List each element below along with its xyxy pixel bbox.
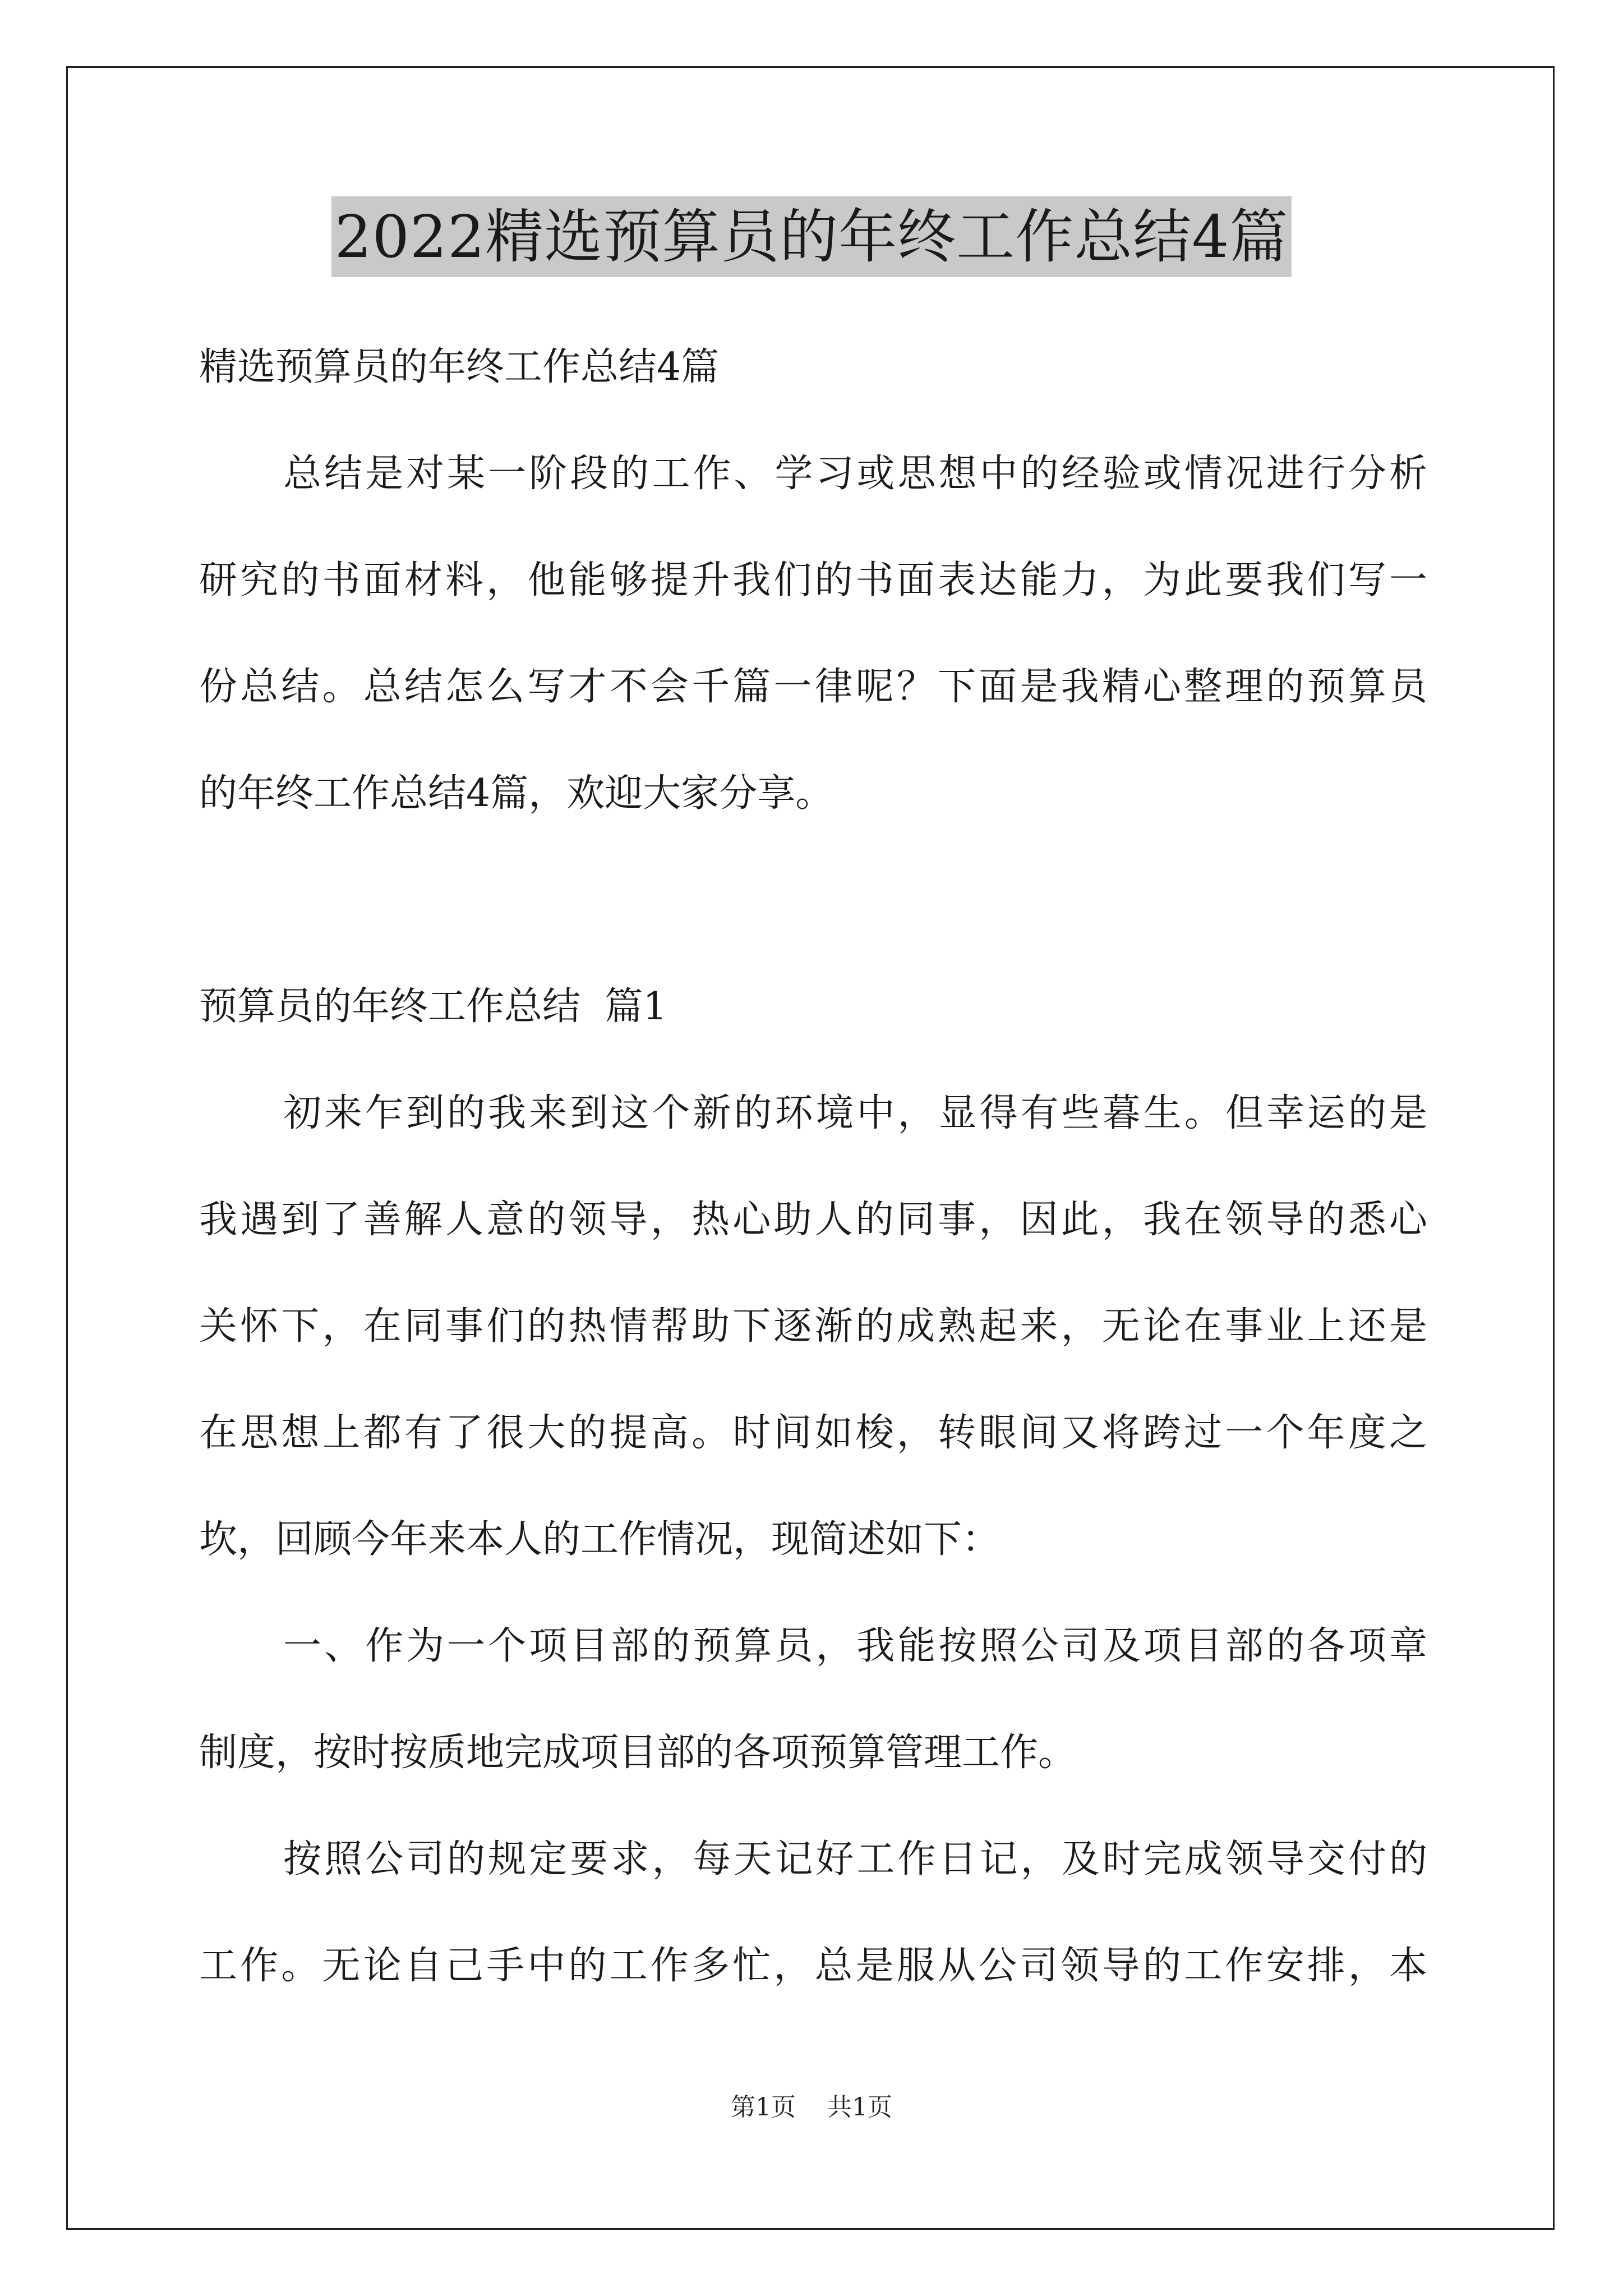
spacer bbox=[199, 847, 1427, 954]
intro-line: 份总结。总结怎么写才不会千篇一律呢？下面是我精心整理的预算员 bbox=[199, 665, 1427, 709]
paragraph-line: 一、作为一个项目部的预算员，我能按照公司及项目部的各项章 bbox=[283, 1624, 1427, 1668]
paragraph-line: 我遇到了善解人意的领导，热心助人的同事，因此，我在领导的悉心 bbox=[199, 1198, 1427, 1242]
paragraph-line: 按照公司的规定要求，每天记好工作日记，及时完成领导交付的 bbox=[283, 1837, 1427, 1881]
paragraph-line: 工作。无论自己手中的工作多忙，总是服从公司领导的工作安排，本 bbox=[199, 1944, 1427, 1988]
paragraph-line: 初来乍到的我来到这个新的环境中，显得有些暮生。但幸运的是 bbox=[283, 1091, 1427, 1135]
document-body bbox=[199, 314, 1427, 2019]
paragraph-line: 在思想上都有了很大的提高。时间如梭，转眼间又将跨过一个年度之 bbox=[199, 1411, 1427, 1455]
intro-line: 研究的书面材料，他能够提升我们的书面表达能力，为此要我们写一 bbox=[199, 558, 1427, 602]
section-heading: 预算员的年终工作总结 篇1 bbox=[199, 984, 667, 1029]
intro-line: 总结是对某一阶段的工作、学习或思想中的经验或情况进行分析 bbox=[283, 452, 1427, 496]
paragraph-line: 关怀下，在同事们的热情帮助下逐渐的成熟起来，无论在事业上还是 bbox=[199, 1304, 1427, 1349]
subtitle: 精选预算员的年终工作总结4篇 bbox=[199, 345, 720, 389]
document-title: 2022精选预算员的年终工作总结4篇 bbox=[331, 196, 1292, 277]
intro-line: 的年终工作总结4篇，欢迎大家分享。 bbox=[199, 771, 834, 816]
title-container bbox=[0, 196, 1623, 277]
paragraph-line: 坎，回顾今年来本人的工作情况，现简述如下： bbox=[199, 1517, 1000, 1562]
paragraph-line: 制度，按时按质地完成项目部的各项预算管理工作。 bbox=[199, 1731, 1077, 1775]
page-footer: 第1页 共1页 bbox=[731, 2093, 892, 2122]
